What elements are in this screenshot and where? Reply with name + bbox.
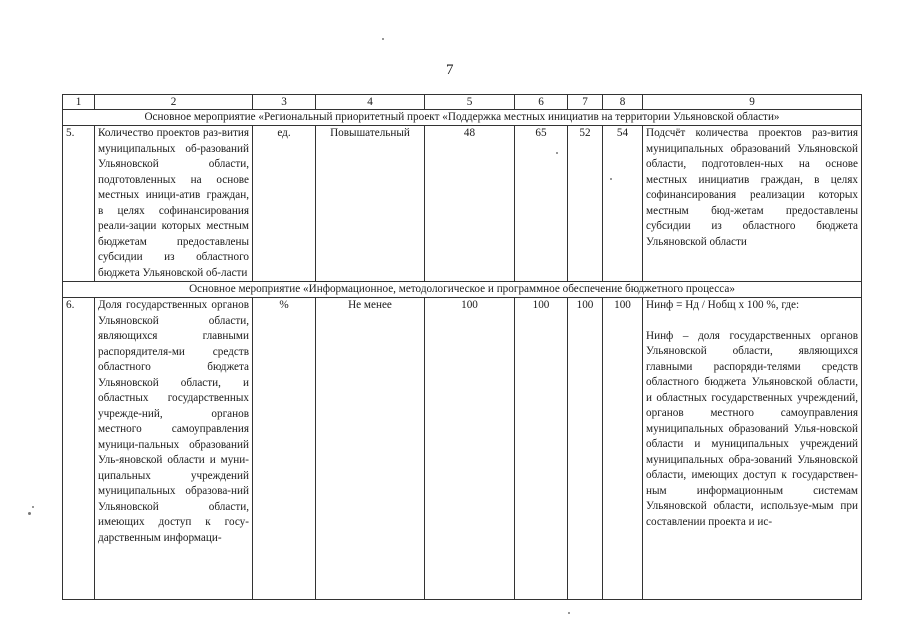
value-cell: 100	[425, 298, 515, 600]
indicator-type: Не менее	[316, 298, 425, 600]
scan-speck	[28, 512, 31, 515]
column-header: 9	[643, 95, 862, 110]
indicators-table	[62, 94, 862, 600]
section-title-row	[63, 282, 862, 298]
scan-speck	[382, 38, 384, 40]
value-cell: 65	[515, 126, 568, 282]
scan-speck	[32, 506, 34, 508]
column-header: 5	[425, 95, 515, 110]
column-header: 2	[95, 95, 253, 110]
value-cell: 52	[568, 126, 603, 282]
scan-speck	[568, 612, 570, 614]
indicator-name	[95, 298, 253, 600]
column-header: 3	[253, 95, 316, 110]
section-title: Основное мероприятие «Региональный приоритетный проект «Поддержка местных инициатив на территории Ульяновской области»	[63, 110, 862, 126]
column-header: 4	[316, 95, 425, 110]
column-header: 8	[603, 95, 643, 110]
unit-cell: %	[253, 298, 316, 600]
column-number-row	[63, 95, 862, 110]
column-header: 1	[63, 95, 95, 110]
value-cell: 48	[425, 126, 515, 282]
calculation-method: Подсчёт количества проектов раз-вития муниципальных образований Ульяновской области, подготовлен-ных на основе местных инициатив граждан, в целях софинансирования реализации которых местным бюд-жетам предоставлены субсидии из областного бюджета Ульяновской области	[643, 126, 862, 282]
table-row	[63, 126, 862, 282]
value-cell: 100	[568, 298, 603, 600]
value-cell: 54	[603, 126, 643, 282]
page-number: 7	[446, 62, 454, 78]
scan-speck	[610, 178, 612, 180]
value-cell: 100	[603, 298, 643, 600]
section-title: Основное мероприятие «Информационное, методологическое и программное обеспечение бюджетного процесса»	[63, 282, 862, 298]
column-header: 7	[568, 95, 603, 110]
formula: Нинф = Нд / Нобщ х 100 %, где:	[646, 299, 800, 311]
table-row	[63, 298, 862, 600]
column-header: 6	[515, 95, 568, 110]
indicator-name: Количество проектов раз-вития муниципальных об-разований Ульяновской области, подготовленных на основе местных иници-атив граждан, в целях софинансирования реали-зации которых местным бюджетам предоставлены субсидии из областного бюджета Ульяновской об-ласти	[95, 126, 253, 282]
row-number: 5.	[63, 126, 95, 282]
value-cell: 100	[515, 298, 568, 600]
spacer	[646, 314, 858, 329]
section-title-row	[63, 110, 862, 126]
indicator-name-text: Доля государственных органов Ульяновской области, являющихся главными распорядителя-ми средств областного бюджета Ульяновской области, и областных государственных учрежде-ний, органов местного самоуправления муници-пальных образований Уль-яновской области и муни-ципальных учреждений муниципальных образова-ний Ульяновской области, имеющих доступ к госу-дарственным информаци-	[98, 299, 249, 544]
calculation-method	[643, 298, 862, 600]
row-number: 6.	[63, 298, 95, 600]
formula-explanation: Нинф – доля государственных органов Ульяновской области, являющихся главными распоряди-телями средств областного бюджета Ульяновской области, и областных государственных учреждений, органов местного самоуправления муниципальных образований Улья-новской области и муниципальных учреждений муниципальных обра-зований Ульяновской области, имеющих доступ к государствен-ным информационным системам Ульяновской области, используе-мым при составлении проекта и ис-	[646, 329, 858, 528]
scan-speck	[556, 152, 558, 154]
unit-cell: ед.	[253, 126, 316, 282]
indicator-type: Повышательный	[316, 126, 425, 282]
